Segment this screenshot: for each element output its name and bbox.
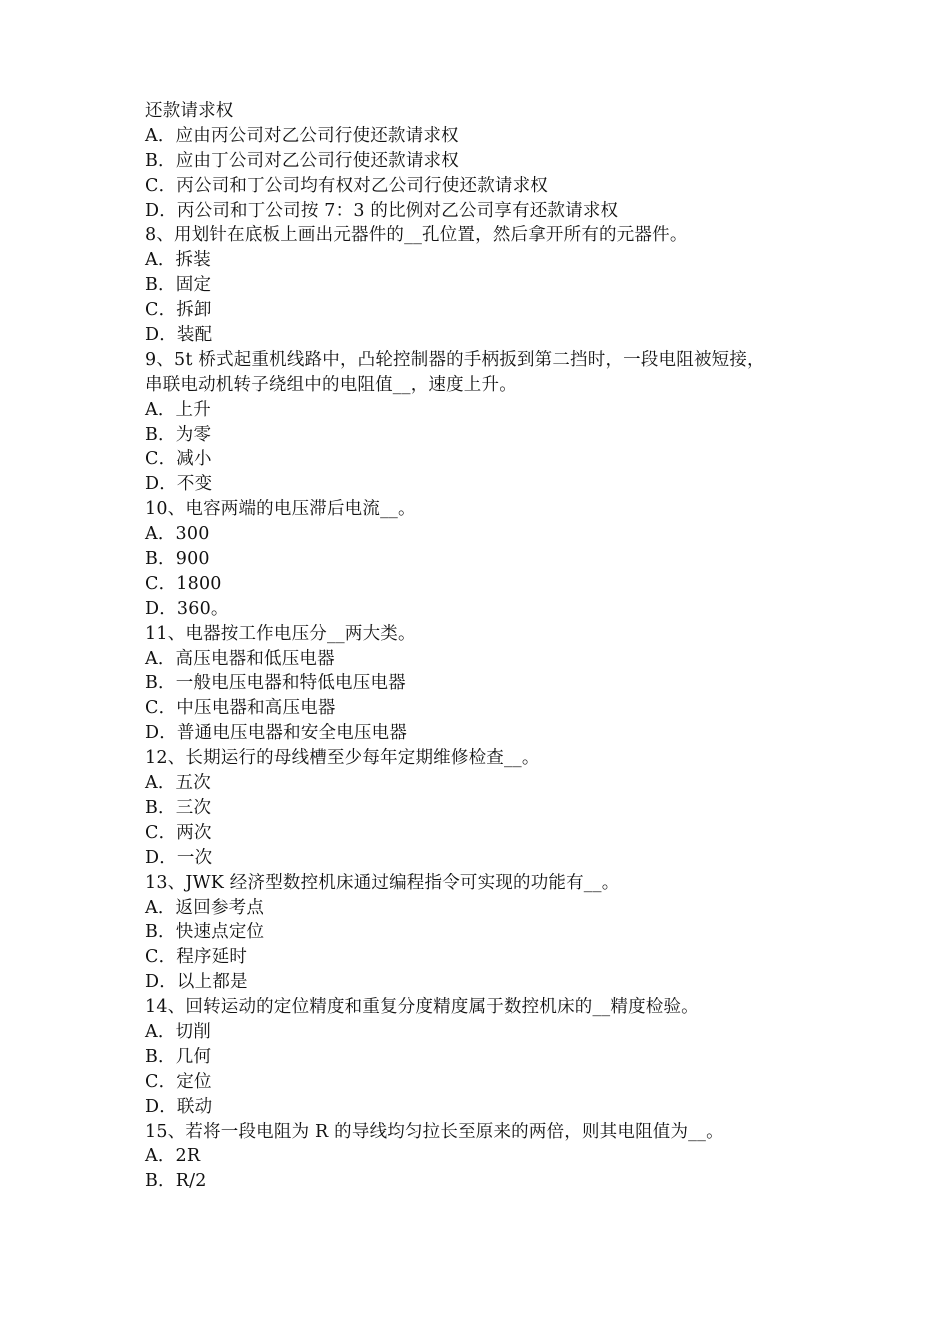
- option-a: A．上升: [145, 399, 211, 420]
- option-a: A．300: [145, 524, 210, 545]
- question-9: [145, 348, 825, 497]
- option-b: B．三次: [145, 797, 212, 818]
- option-d: D．丙公司和丁公司按 7：3 的比例对乙公司享有还款请求权: [145, 200, 619, 221]
- option-d: D．不变: [145, 474, 213, 495]
- option-a: A．高压电器和低压电器: [145, 648, 335, 669]
- option-c: C．1800: [145, 573, 222, 594]
- question-text: 9、5t 桥式起重机线路中，凸轮控制器的手柄扳到第二挡时，一段电阻被短接，: [145, 349, 765, 370]
- option-b: B．快速点定位: [145, 922, 265, 943]
- question-text: 12、长期运行的母线槽至少每年定期维修检查__。: [145, 748, 540, 769]
- question-8: [145, 223, 825, 347]
- question-text: 8、用划针在底板上画出元器件的__孔位置，然后拿开所有的元器件。: [145, 225, 688, 246]
- question-15: [145, 1120, 825, 1195]
- question-text: 15、若将一段电阻为 R 的导线均匀拉长至原来的两倍，则其电阻值为__。: [145, 1121, 724, 1142]
- option-b: B．几何: [145, 1046, 212, 1067]
- question-text: 10、电容两端的电压滞后电流__。: [145, 499, 416, 520]
- option-b: B．一般电压电器和特低电压电器: [145, 673, 406, 694]
- option-a: A．2R: [145, 1146, 201, 1167]
- option-b: B．固定: [145, 275, 212, 296]
- option-b: B．为零: [145, 424, 212, 445]
- option-d: D．联动: [145, 1096, 213, 1117]
- question-text-continued: 串联电动机转子绕组中的电阻值__，速度上升。: [145, 374, 517, 395]
- option-c: C．丙公司和丁公司均有权对乙公司行使还款请求权: [145, 175, 548, 196]
- option-c: C．两次: [145, 822, 212, 843]
- option-b: B．R/2: [145, 1171, 207, 1192]
- question-10: [145, 497, 825, 621]
- option-c: C．程序延时: [145, 947, 248, 968]
- option-c: C．中压电器和高压电器: [145, 698, 336, 719]
- question-text: 14、回转运动的定位精度和重复分度精度属于数控机床的__精度检验。: [145, 997, 699, 1018]
- option-c: C．定位: [145, 1071, 212, 1092]
- document-body: [145, 99, 825, 1194]
- option-d: D．一次: [145, 847, 213, 868]
- option-a: A．应由丙公司对乙公司行使还款请求权: [145, 125, 459, 146]
- option-c: C．拆卸: [145, 300, 212, 321]
- intro-text: 还款请求权: [145, 101, 234, 121]
- option-d: D．以上都是: [145, 972, 248, 993]
- option-a: A．五次: [145, 773, 211, 794]
- option-c: C．减小: [145, 449, 212, 470]
- question-text: 13、JWK 经济型数控机床通过编程指令可实现的功能有__。: [145, 872, 620, 893]
- option-a: A．切削: [145, 1021, 211, 1042]
- intro-options: [145, 124, 825, 224]
- option-a: A．拆装: [145, 250, 211, 271]
- question-12: [145, 746, 825, 870]
- option-d: D．普通电压电器和安全电压电器: [145, 723, 408, 744]
- option-a: A．返回参考点: [145, 897, 265, 918]
- question-text: 11、电器按工作电压分__两大类。: [145, 623, 416, 644]
- option-b: B．应由丁公司对乙公司行使还款请求权: [145, 150, 459, 171]
- option-d: D．装配: [145, 325, 213, 346]
- question-13: [145, 871, 825, 995]
- question-11: [145, 622, 825, 746]
- option-d: D．360。: [145, 598, 229, 619]
- question-14: [145, 995, 825, 1119]
- option-b: B．900: [145, 549, 210, 570]
